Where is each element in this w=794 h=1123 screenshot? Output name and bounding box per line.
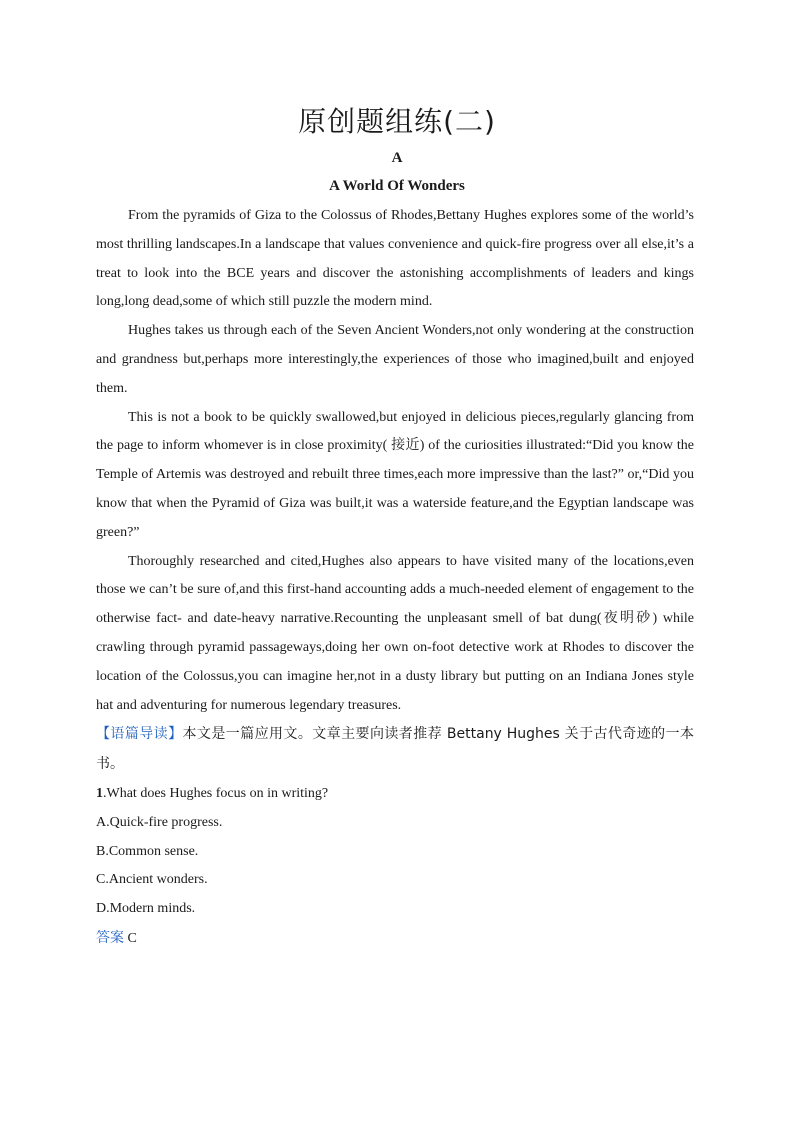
option-b: B.Common sense. [96, 843, 199, 859]
article-body [96, 202, 694, 954]
question-number: 1 [96, 785, 103, 801]
option-a: A.Quick-fire progress. [96, 814, 223, 830]
paragraph-4: Thoroughly researched and cited,Hughes also appears to have visited many of the locations,even those we can’t be sure of,and this first-hand accounting adds a much-needed element of engagement to the otherwise fact- and date-heavy narrative.Recounting the unpleasant smell of bat dung(夜明砂) while crawling through pyramid passageways,doing her own on-foot detective work at Rhodes to discover the location of the Colossus,you can imagine her,not in a dusty library but putting on an Indiana Jones style hat and adventuring for numerous legendary treasures. [96, 553, 694, 713]
question-1 [96, 780, 694, 809]
option-d: D.Modern minds. [96, 901, 196, 917]
article-title: A World Of Wonders [329, 178, 465, 194]
answer-label: 答案 [96, 929, 124, 946]
reading-guide [96, 720, 694, 780]
section-label: A [391, 150, 403, 166]
question-text: .What does Hughes focus on in writing? [103, 785, 329, 801]
option-c: C.Ancient wonders. [96, 872, 208, 888]
page-title: 原创题组练(二) [298, 105, 496, 138]
answer-line [96, 924, 694, 954]
paragraph-2: Hughes takes us through each of the Seven Ancient Wonders,not only wondering at the construction and grandness but,perhaps more interestingly,the experiences of those who imagined,built and enjoyed them. [96, 323, 694, 396]
reading-guide-text: 本文是一篇应用文。文章主要向读者推荐 Bettany Hughes 关于古代奇迹的一本书。 [96, 726, 694, 773]
reading-guide-tag: 【语篇导读】 [96, 726, 183, 743]
paragraph-1: From the pyramids of Giza to the Colossus of Rhodes,Bettany Hughes explores some of the world’s most thrilling landscapes.In a landscape that values convenience and quick-fire progress over all else,it’s a treat to look into the BCE years and discover the astonishing accomplishments of leaders and kings long,long dead,some of which still puzzle the modern mind. [96, 208, 694, 310]
paragraph-3: This is not a book to be quickly swallowed,but enjoyed in delicious pieces,regularly glancing from the page to inform whomever is in close proximity( 接近) of the curiosities illustrated:“Did you know the Temple of Artemis was destroyed and rebuilt three times,each more impressive than the last?” or,“Did you know that when the Pyramid of Giza was built,it was a waterside feature,and the Egyptian landscape was green?” [96, 409, 694, 540]
answer-value: C [124, 930, 137, 946]
